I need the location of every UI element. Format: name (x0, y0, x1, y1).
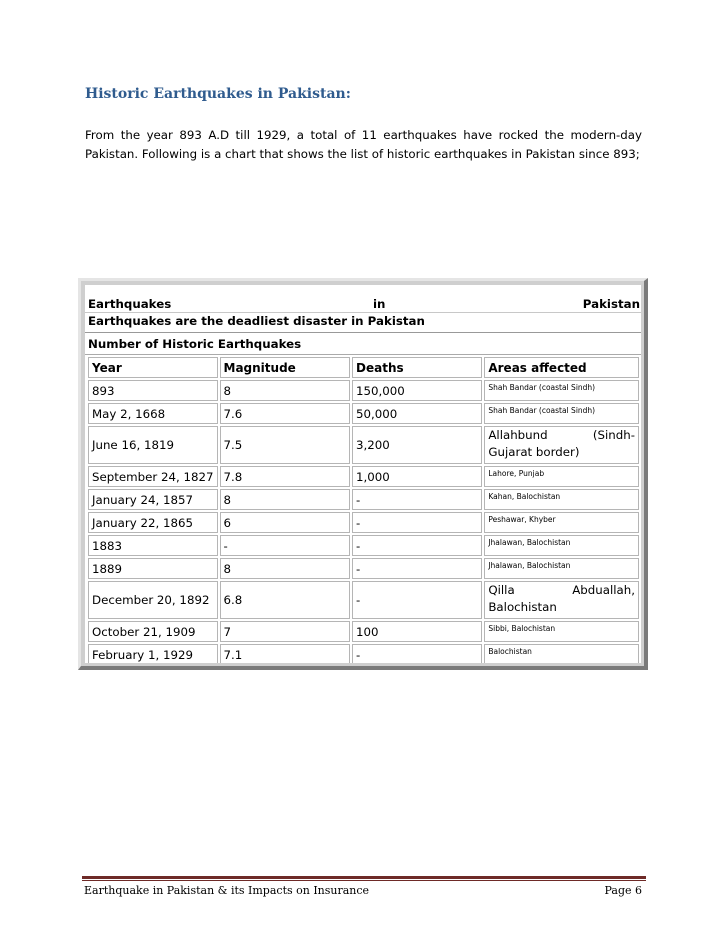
area-text: Jhalawan, Balochistan (488, 561, 571, 570)
cell-deaths: - (352, 581, 482, 619)
header-areas: Areas affected (484, 357, 639, 378)
cell-magnitude: 8 (220, 489, 351, 510)
caption-word-earthquakes: Earthquakes (88, 297, 172, 311)
area-text: Allahbund (Sindh-Gujarat border) (488, 428, 635, 459)
cell-year: January 24, 1857 (88, 489, 218, 510)
earthquake-table-frame (78, 278, 648, 670)
area-text: Kahan, Balochistan (488, 492, 561, 501)
cell-magnitude: 8 (220, 558, 351, 579)
cell-magnitude: 7.6 (220, 403, 351, 424)
cell-magnitude: 7.1 (220, 644, 351, 663)
cell-area (484, 466, 639, 487)
cell-deaths: - (352, 489, 482, 510)
cell-year: December 20, 1892 (88, 581, 218, 619)
area-text: Shah Bandar (coastal Sindh) (488, 383, 596, 392)
cell-magnitude: 7 (220, 621, 351, 642)
area-text: Balochistan (488, 647, 532, 656)
area-text: Shah Bandar (coastal Sindh) (488, 406, 596, 415)
area-text: Peshawar, Khyber (488, 515, 556, 524)
cell-deaths: - (352, 535, 482, 556)
cell-deaths: 1,000 (352, 466, 482, 487)
table-row (88, 489, 639, 510)
header-magnitude: Magnitude (220, 357, 351, 378)
cell-area (484, 380, 639, 401)
footer-title: Earthquake in Pakistan & its Impacts on Insurance (84, 884, 370, 897)
footer-rule-thin (82, 880, 646, 881)
area-text: Lahore, Punjab (488, 469, 545, 478)
cell-year: 1889 (88, 558, 218, 579)
table-row (88, 512, 639, 533)
cell-magnitude: 8 (220, 380, 351, 401)
page-number: Page 6 (604, 884, 642, 897)
table-row (88, 535, 639, 556)
caption-text: Earthquakes are the deadliest disaster in Pakistan (88, 314, 425, 328)
cell-area (484, 426, 639, 464)
header-deaths: Deaths (352, 357, 482, 378)
cell-deaths: - (352, 512, 482, 533)
area-text: Sibbi, Balochistan (488, 624, 556, 633)
caption-word-in: in (373, 297, 386, 311)
caption-word-pakistan: Pakistan (582, 297, 640, 311)
table-row (88, 380, 639, 401)
subtitle-text: Number of Historic Earthquakes (88, 337, 302, 351)
table-row (88, 466, 639, 487)
cell-year: September 24, 1827 (88, 466, 218, 487)
intro-paragraph: From the year 893 A.D till 1929, a total of 11 earthquakes have rocked the modern-day Pakistan. Following is a chart that shows the list of historic earthquakes in Pakistan since 893; (85, 128, 642, 161)
table-row (88, 403, 639, 424)
cell-year: January 22, 1865 (88, 512, 218, 533)
cell-year: May 2, 1668 (88, 403, 218, 424)
cell-deaths: - (352, 644, 482, 663)
cell-area (484, 489, 639, 510)
header-year: Year (88, 357, 218, 378)
earthquake-table (85, 285, 641, 663)
cell-year: February 1, 1929 (88, 644, 218, 663)
cell-year: October 21, 1909 (88, 621, 218, 642)
cell-deaths: 150,000 (352, 380, 482, 401)
cell-deaths: 3,200 (352, 426, 482, 464)
cell-year: 893 (88, 380, 218, 401)
cell-magnitude: 7.8 (220, 466, 351, 487)
footer-rule-thick (82, 876, 646, 879)
table-row (88, 581, 639, 619)
table-caption-line1 (85, 291, 641, 313)
cell-area (484, 558, 639, 579)
table-header-row (88, 357, 639, 378)
table-row (88, 644, 639, 663)
data-table (86, 355, 641, 663)
cell-magnitude: 6.8 (220, 581, 351, 619)
cell-magnitude: 7.5 (220, 426, 351, 464)
area-text: Qilla Abduallah, Balochistan (488, 583, 635, 614)
cell-area (484, 644, 639, 663)
cell-area (484, 535, 639, 556)
cell-area (484, 512, 639, 533)
cell-year: June 16, 1819 (88, 426, 218, 464)
cell-deaths: 50,000 (352, 403, 482, 424)
cell-deaths: 100 (352, 621, 482, 642)
table-row (88, 558, 639, 579)
table-row (88, 426, 639, 464)
cell-area (484, 621, 639, 642)
table-subtitle (85, 333, 641, 355)
table-row (88, 621, 639, 642)
cell-year: 1883 (88, 535, 218, 556)
cell-area (484, 403, 639, 424)
cell-deaths: - (352, 558, 482, 579)
cell-area (484, 581, 639, 619)
table-caption-line2 (85, 311, 641, 333)
cell-magnitude: - (220, 535, 351, 556)
section-heading: Historic Earthquakes in Pakistan: (85, 86, 351, 102)
area-text: Jhalawan, Balochistan (488, 538, 571, 547)
cell-magnitude: 6 (220, 512, 351, 533)
